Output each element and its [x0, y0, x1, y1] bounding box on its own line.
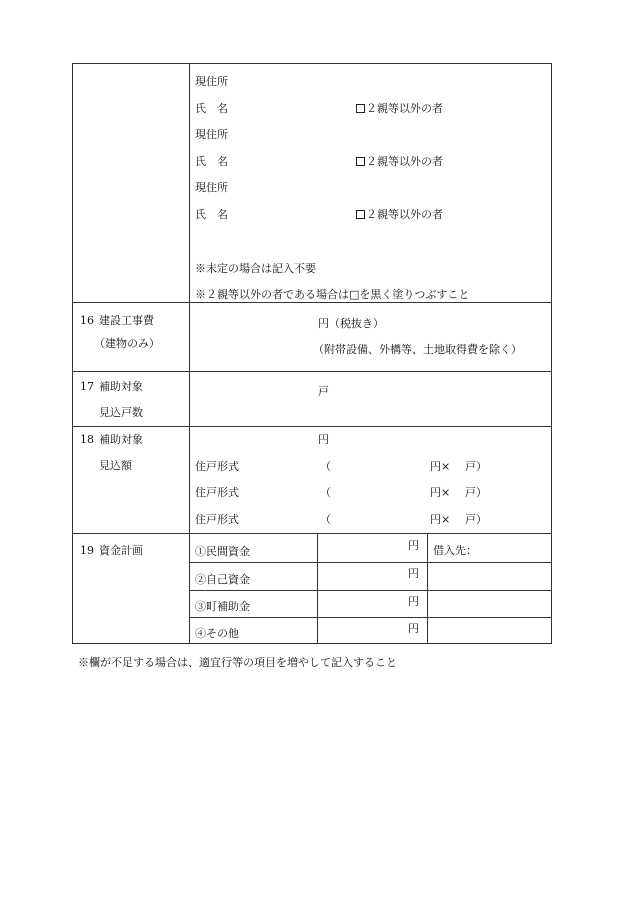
unit-type-open: （: [320, 486, 331, 499]
row-divider: [72, 302, 552, 303]
checkbox-label: ２親等以外の者: [366, 102, 443, 115]
subsidy-units-label: 補助対象: [99, 380, 143, 393]
funding-item-unit: 円: [408, 622, 419, 635]
funding-divider: [427, 533, 428, 644]
subsidy-amount-label: 補助対象: [99, 433, 143, 446]
row-divider: [72, 426, 552, 427]
funding-row-divider: [189, 617, 552, 618]
funding-item-label: ④その他: [195, 627, 239, 640]
construction-cost-unit: 円（税抜き）: [318, 317, 384, 330]
note-relative: ※２親等以外の者である場合は□を黒く塗りつぶすこと: [195, 288, 470, 301]
row-divider: [72, 371, 552, 372]
construction-cost-label: 建設工事費: [99, 314, 154, 327]
funding-row-divider: [189, 590, 552, 591]
borrower-label: 借入先：: [433, 544, 477, 557]
address-label: 現住所: [195, 128, 228, 141]
unit-type-open: （: [320, 513, 331, 526]
relative-checkbox[interactable]: [356, 209, 443, 220]
subsidy-amount-label2: 見込額: [99, 459, 132, 472]
row-number-18: 18: [80, 433, 94, 446]
name-label: 氏 名: [195, 155, 228, 168]
row-divider: [72, 533, 552, 534]
funding-item-unit: 円: [408, 595, 419, 608]
address-label: 現住所: [195, 181, 228, 194]
footer-note: ※欄が不足する場合は、適宜行等の項目を増やして記入すること: [78, 656, 397, 669]
checkbox-label: ２親等以外の者: [366, 155, 443, 168]
checkbox-icon[interactable]: [356, 210, 365, 219]
checkbox-icon[interactable]: [356, 157, 365, 166]
funding-plan-label: 資金計画: [99, 544, 143, 557]
funding-item-label: ①民間資金: [195, 545, 250, 558]
construction-cost-note: （附帯設備、外構等、土地取得費を除く）: [313, 343, 522, 356]
unit-type-units: 戸）: [465, 486, 487, 499]
note-undecided: ※未定の場合は記入不要: [195, 262, 316, 275]
row-number-16: 16: [80, 314, 94, 327]
funding-item-unit: 円: [408, 567, 419, 580]
subsidy-amount-unit: 円: [318, 433, 329, 446]
funding-row-divider: [189, 562, 552, 563]
unit-type-yen: 円×: [430, 486, 451, 499]
checkbox-label: ２親等以外の者: [366, 208, 443, 221]
unit-type-open: （: [320, 460, 331, 473]
unit-type-units: 戸）: [465, 460, 487, 473]
relative-checkbox[interactable]: [356, 103, 443, 114]
unit-type-label: 住戸形式: [195, 460, 239, 473]
checkbox-icon[interactable]: [356, 104, 365, 113]
row-number-17: 17: [80, 380, 94, 393]
unit-type-label: 住戸形式: [195, 486, 239, 499]
address-label: 現住所: [195, 75, 228, 88]
construction-cost-sublabel: （建物のみ）: [94, 337, 160, 350]
name-label: 氏 名: [195, 102, 228, 115]
unit-type-yen: 円×: [430, 460, 451, 473]
funding-item-label: ②自己資金: [195, 573, 250, 586]
unit-type-label: 住戸形式: [195, 513, 239, 526]
funding-divider: [317, 533, 318, 644]
column-divider: [189, 63, 190, 644]
unit-type-units: 戸）: [465, 513, 487, 526]
subsidy-units-label2: 見込戸数: [99, 406, 143, 419]
unit-type-yen: 円×: [430, 513, 451, 526]
funding-item-unit: 円: [408, 539, 419, 552]
relative-checkbox[interactable]: [356, 156, 443, 167]
name-label: 氏 名: [195, 208, 228, 221]
row-number-19: 19: [80, 544, 94, 557]
subsidy-units-unit: 戸: [318, 385, 329, 398]
funding-item-label: ③町補助金: [195, 600, 250, 613]
